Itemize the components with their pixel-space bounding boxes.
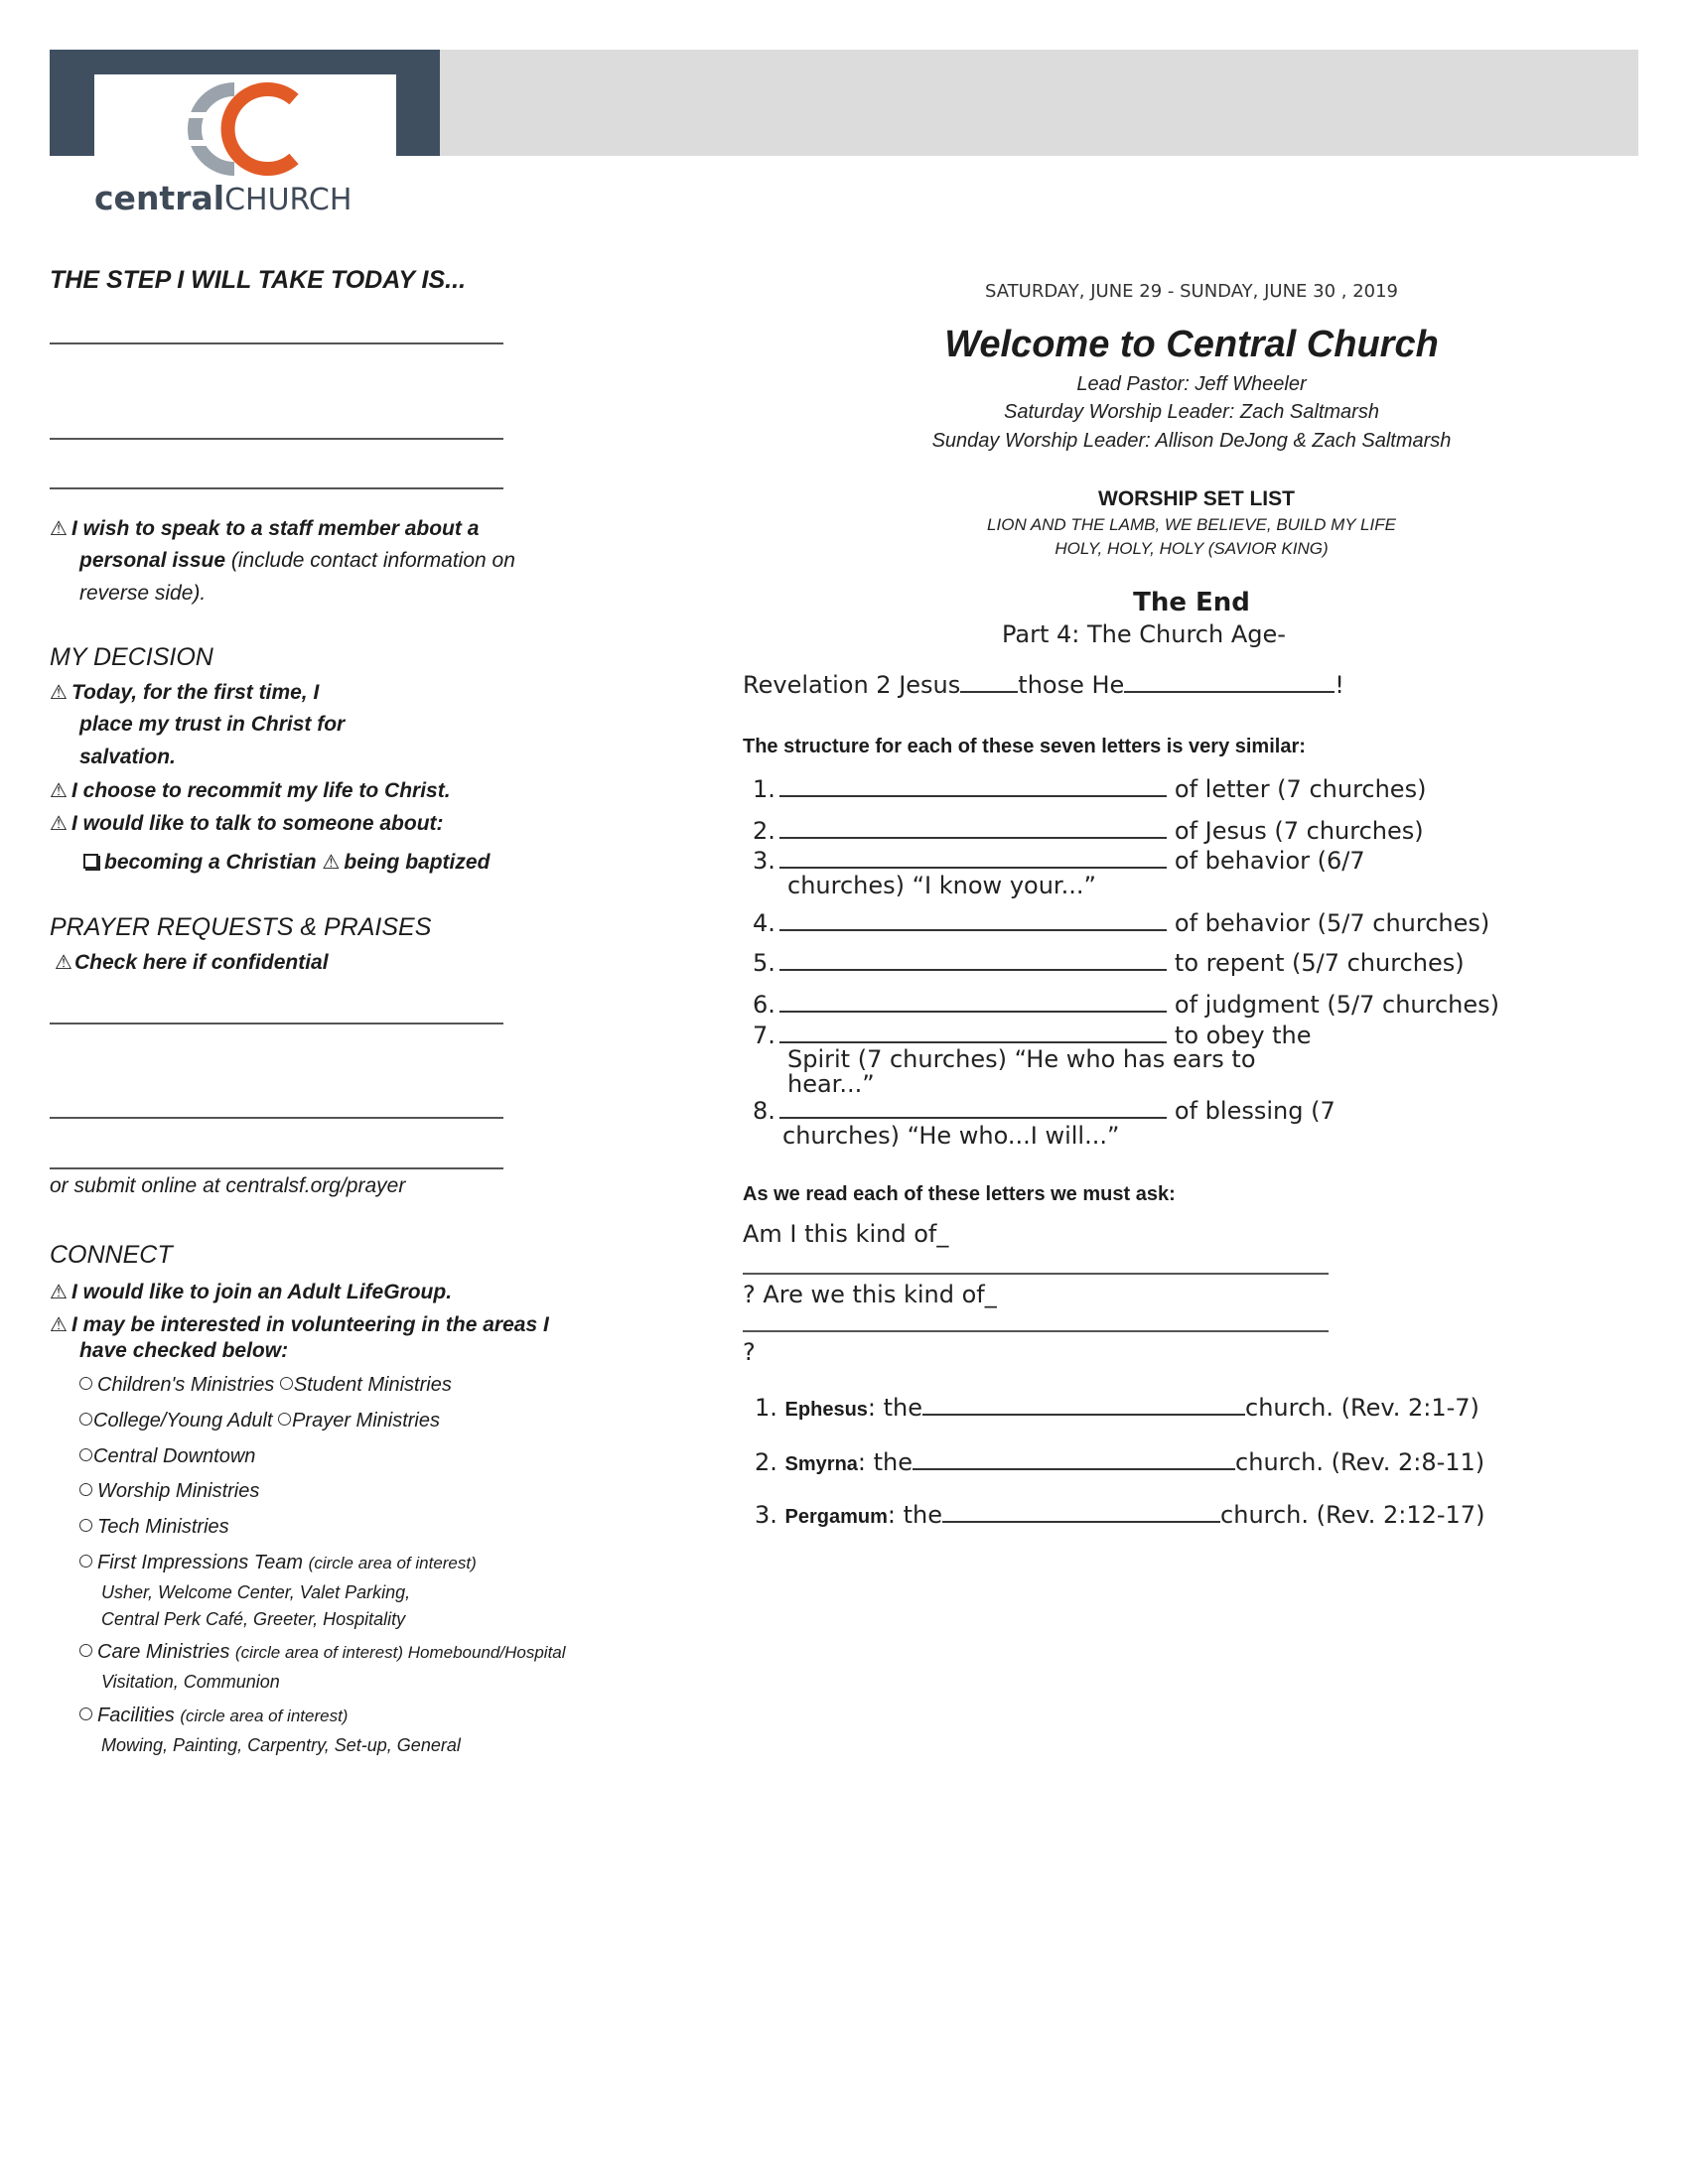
church-num: 1. — [755, 1394, 777, 1422]
ask-question-2: ? Are we this kind of_ — [743, 1281, 997, 1308]
staff-line-2 — [79, 549, 515, 573]
item-text: of blessing (7 — [1174, 1097, 1336, 1125]
being-baptized-label: being baptized — [344, 851, 491, 874]
ask-question-3: ? — [743, 1338, 756, 1366]
first-time-line-2-text: place my trust in Christ for — [79, 713, 346, 736]
volunteer-checkbox[interactable] — [50, 1312, 549, 1337]
sermon-part: Part 4: The Church Age- — [1002, 620, 1286, 648]
circle-icon — [79, 1483, 92, 1496]
staff-personal-issue: personal issue — [79, 549, 226, 572]
area-tech-label: Tech Ministries — [97, 1516, 229, 1538]
circle-icon — [278, 1413, 291, 1426]
item-num: 2. — [753, 817, 775, 845]
step-line-1[interactable] — [50, 342, 503, 344]
warning-icon: ⚠ — [55, 952, 72, 974]
ask-question-1: Am I this kind of_ — [743, 1220, 949, 1248]
structure-item-1 — [753, 775, 1426, 803]
rev-blank-1[interactable] — [960, 673, 1018, 693]
structure-blank[interactable] — [779, 819, 1167, 839]
church-the: : the — [887, 1501, 943, 1529]
care-sub: Visitation, Communion — [101, 1672, 280, 1692]
structure-blank[interactable] — [779, 1099, 1167, 1119]
staff-line-1: I wish to speak to a staff member about a — [71, 517, 480, 540]
structure-item-7-cont: Spirit (7 churches) “He who has ears to — [787, 1045, 1256, 1073]
rev-end: ! — [1335, 671, 1344, 699]
recommit-label: I choose to recommit my life to Christ. — [71, 779, 451, 802]
rev-blank-2[interactable] — [1124, 673, 1335, 693]
recommit-checkbox[interactable] — [50, 778, 451, 803]
staff-line-3 — [79, 582, 206, 606]
first-time-line-3 — [79, 746, 176, 769]
structure-item-3 — [753, 847, 1365, 875]
circle-icon — [79, 1519, 92, 1532]
circle-icon — [79, 1555, 92, 1568]
church-blank[interactable] — [922, 1396, 1245, 1416]
ask-line-1[interactable] — [743, 1273, 1329, 1275]
structure-blank[interactable] — [779, 777, 1167, 797]
area-first-impressions-radio[interactable] — [79, 1552, 477, 1574]
church-ref: church. (Rev. 2:8-11) — [1235, 1448, 1485, 1476]
step-line-3[interactable] — [50, 487, 503, 489]
ask-heading: As we read each of these letters we must ask: — [743, 1183, 1176, 1205]
area-college-radio[interactable] — [79, 1410, 273, 1432]
talk-checkbox[interactable] — [50, 811, 444, 836]
church-num: 3. — [755, 1501, 777, 1529]
circle-icon — [79, 1448, 92, 1461]
area-care-radio[interactable] — [79, 1641, 566, 1664]
rev-prefix: Revelation 2 Jesus — [743, 671, 961, 699]
logo-word-central: central — [94, 179, 225, 217]
volunteer-line-2-text: have checked below: — [79, 1339, 289, 1362]
sermon-title: The End — [1133, 588, 1250, 617]
set-list-line-2: HOLY, HOLY, HOLY (SAVIOR KING) — [1055, 539, 1329, 558]
warning-icon: ⚠ — [50, 518, 68, 540]
prayer-line-3[interactable] — [50, 1167, 503, 1169]
staff-reverse-side: reverse side). — [79, 582, 207, 605]
item-num: 3. — [753, 847, 775, 875]
item-num: 5. — [753, 949, 775, 977]
area-care-label: Care Ministries — [97, 1641, 230, 1663]
checkbox-icon — [83, 854, 98, 869]
step-heading: THE STEP I WILL TAKE TODAY IS... — [50, 266, 467, 294]
item-text: to obey the — [1174, 1022, 1312, 1049]
area-downtown-radio[interactable] — [79, 1445, 255, 1468]
area-worship-label: Worship Ministries — [97, 1480, 260, 1502]
first-time-line-2 — [79, 713, 345, 737]
structure-blank[interactable] — [779, 911, 1167, 931]
circle-icon — [79, 1377, 92, 1390]
church-num: 2. — [755, 1448, 777, 1476]
volunteer-row-2 — [79, 1410, 440, 1433]
warning-icon: ⚠ — [50, 813, 68, 835]
staff-member-checkbox[interactable] — [50, 516, 479, 541]
warning-icon: ⚠ — [50, 1314, 68, 1336]
area-first-impressions-label: First Impressions Team — [97, 1552, 304, 1573]
structure-item-5 — [753, 949, 1465, 977]
structure-blank[interactable] — [779, 951, 1167, 971]
prayer-online-link[interactable] — [50, 1174, 405, 1198]
church-ref: church. (Rev. 2:12-17) — [1220, 1501, 1485, 1529]
structure-item-8 — [753, 1097, 1336, 1125]
becoming-christian-checkbox[interactable] — [83, 851, 317, 874]
talk-label: I would like to talk to someone about: — [71, 812, 444, 835]
area-facilities-label: Facilities — [97, 1705, 175, 1726]
structure-blank[interactable] — [779, 849, 1167, 869]
first-impressions-sub-2: Central Perk Café, Greeter, Hospitality — [101, 1609, 406, 1629]
church-name: Smyrna — [784, 1453, 858, 1475]
item-text: of judgment (5/7 churches) — [1174, 991, 1500, 1019]
set-list-line-1: LION AND THE LAMB, WE BELIEVE, BUILD MY LIFE — [987, 515, 1396, 534]
area-facilities-radio[interactable] — [79, 1705, 348, 1727]
decision-heading: MY DECISION — [50, 643, 213, 671]
church-blank[interactable] — [942, 1503, 1220, 1523]
confidential-checkbox[interactable] — [55, 950, 329, 975]
item-text: of behavior (5/7 churches) — [1174, 909, 1490, 937]
structure-item-8-cont: churches) “He who...I will...” — [782, 1122, 1120, 1150]
item-text: of behavior (6/7 — [1174, 847, 1365, 875]
ask-line-2[interactable] — [743, 1330, 1329, 1332]
area-tech-radio[interactable] — [79, 1516, 229, 1539]
structure-item-3-cont: churches) “I know your...” — [787, 872, 1096, 899]
becoming-christian-label: becoming a Christian — [104, 851, 317, 874]
area-college-label: College/Young Adult — [93, 1410, 273, 1432]
confidential-label: Check here if confidential — [74, 951, 329, 974]
volunteer-line-1: I may be interested in volunteering in the areas I — [71, 1313, 549, 1336]
prayer-online-text: or submit online at centralsf.org/prayer — [50, 1174, 406, 1197]
church-the: : the — [867, 1394, 923, 1422]
area-care-note: (circle area of interest) Homebound/Hospital — [234, 1643, 566, 1662]
structure-item-4 — [753, 909, 1489, 937]
connect-heading: CONNECT — [50, 1241, 173, 1269]
structure-heading: The structure for each of these seven letters is very similar: — [743, 736, 1306, 757]
warning-icon: ⚠ — [50, 682, 68, 704]
step-line-2[interactable] — [50, 438, 503, 440]
worship-set-list-heading: WORSHIP SET LIST — [1098, 487, 1295, 510]
area-prayer-label: Prayer Ministries — [292, 1410, 440, 1432]
saturday-leader: Saturday Worship Leader: Zach Saltmarsh — [1004, 401, 1379, 423]
church-ref: church. (Rev. 2:1-7) — [1245, 1394, 1479, 1422]
revelation-blank-line — [743, 671, 1344, 699]
area-facilities-note: (circle area of interest) — [180, 1706, 349, 1725]
church-logo-wordmark — [94, 179, 352, 217]
staff-contact-note: (include contact information on — [225, 549, 515, 572]
first-time-checkbox[interactable] — [50, 680, 319, 705]
item-num: 6. — [753, 991, 775, 1019]
area-student-label: Student Ministries — [293, 1374, 452, 1396]
church-name: Ephesus — [784, 1399, 868, 1421]
first-impressions-sub-1: Usher, Welcome Center, Valet Parking, — [101, 1582, 411, 1602]
church-logo-icon — [169, 75, 328, 183]
area-prayer-radio[interactable] — [278, 1410, 440, 1432]
first-time-line-3-text: salvation. — [79, 746, 176, 768]
volunteer-line-2 — [79, 1339, 288, 1363]
item-num: 1. — [753, 775, 775, 803]
prayer-line-1[interactable] — [50, 1023, 503, 1024]
welcome-title: Welcome to Central Church — [944, 324, 1439, 365]
church-item-smyrna — [755, 1448, 1484, 1476]
item-num: 8. — [753, 1097, 775, 1125]
service-date: SATURDAY, JUNE 29 - SUNDAY, JUNE 30 , 2019 — [984, 281, 1399, 302]
item-num: 7. — [753, 1022, 775, 1049]
facilities-sub: Mowing, Painting, Carpentry, Set-up, General — [101, 1735, 461, 1755]
talk-options — [83, 850, 490, 875]
warning-icon: ⚠ — [322, 852, 341, 874]
circle-icon — [79, 1707, 92, 1720]
structure-item-6 — [753, 991, 1499, 1019]
church-item-ephesus — [755, 1394, 1479, 1422]
item-num: 4. — [753, 909, 775, 937]
warning-icon: ⚠ — [50, 780, 68, 802]
first-time-line-1: Today, for the first time, I — [71, 681, 320, 704]
church-item-pergamum — [755, 1501, 1484, 1529]
prayer-line-2[interactable] — [50, 1117, 503, 1119]
lifegroup-label: I would like to join an Adult LifeGroup. — [71, 1281, 453, 1303]
area-downtown-label: Central Downtown — [93, 1445, 256, 1467]
structure-blank[interactable] — [779, 993, 1167, 1013]
rev-mid: those He — [1018, 671, 1125, 699]
church-the: : the — [857, 1448, 914, 1476]
structure-item-2 — [753, 817, 1424, 845]
church-name: Pergamum — [784, 1506, 888, 1528]
circle-icon — [79, 1413, 92, 1426]
logo-word-church: CHURCH — [224, 183, 352, 217]
item-text: of letter (7 churches) — [1174, 775, 1427, 803]
area-childrens-radio[interactable] — [79, 1374, 274, 1396]
circle-icon — [280, 1377, 293, 1390]
sunday-leader: Sunday Worship Leader: Allison DeJong & Zach Saltmarsh — [931, 430, 1452, 452]
header-bar — [440, 50, 1638, 156]
circle-icon — [79, 1644, 92, 1657]
volunteer-row-1 — [79, 1374, 452, 1397]
item-text: of Jesus (7 churches) — [1174, 817, 1424, 845]
area-worship-radio[interactable] — [79, 1480, 259, 1503]
item-text: to repent (5/7 churches) — [1174, 949, 1465, 977]
area-first-impressions-note: (circle area of interest) — [308, 1554, 477, 1572]
area-childrens-label: Children's Ministries — [97, 1374, 275, 1396]
church-blank[interactable] — [913, 1450, 1235, 1470]
area-student-radio[interactable] — [280, 1374, 452, 1396]
prayer-heading: PRAYER REQUESTS & PRAISES — [50, 913, 432, 941]
warning-icon: ⚠ — [50, 1282, 68, 1303]
lead-pastor: Lead Pastor: Jeff Wheeler — [1076, 373, 1307, 395]
being-baptized-checkbox[interactable] — [322, 851, 490, 874]
lifegroup-checkbox[interactable] — [50, 1280, 452, 1304]
structure-blank[interactable] — [779, 1024, 1167, 1043]
structure-item-7-cont2: hear...” — [787, 1070, 875, 1098]
